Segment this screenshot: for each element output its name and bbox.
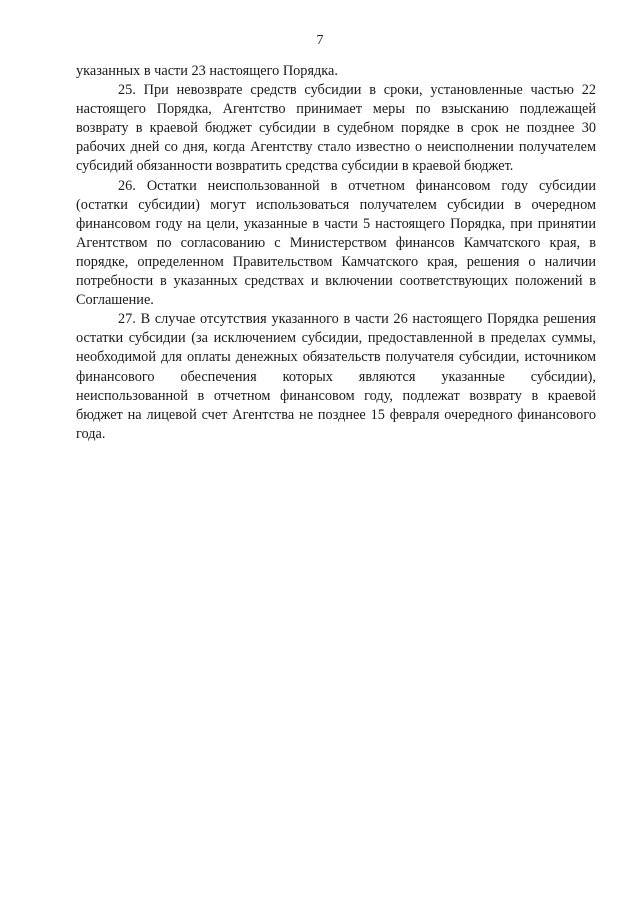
- paragraph-25: 25. При невозврате средств субсидии в сроки, установленные частью 22 настоящего Порядка, Агентство принимает меры по взысканию подлежащей возврату в краевой бюджет субсидии в судебном порядке в срок не позднее 30 рабочих дней со дня, когда Агентству стало известно о неисполнении получателем субсидий обязанности возвратить средства субсидии в краевой бюджет.: [76, 82, 596, 175]
- document-body: [76, 62, 596, 444]
- paragraph-continuation: указанных в части 23 настоящего Порядка.: [76, 63, 338, 79]
- paragraph-26: 26. Остатки неиспользованной в отчетном финансовом году субсидии (остатки субсидии) могут использоваться получателем субсидии в очередном финансовом году на цели, указанные в части 5 настоящего Порядка, при принятии Агентством по согласованию с Министерством финансов Камчатского края, в порядке, определенном Правительством Камчатского края, решения о наличии потребности в указанных средствах и включении соответствующих положений в Соглашение.: [76, 177, 596, 309]
- paragraph-27: 27. В случае отсутствия указанного в части 26 настоящего Порядка решения остатки субсидии (за исключением субсидии, предоставленной в пределах суммы, необходимой для оплаты денежных обязательств получателя субсидии, источником финансового обеспечения которых являются указанные субсидии), неиспользованной в отчетном финансовом году, подлежат возврату в краевой бюджет на лицевой счет Агентства не позднее 15 февраля очередного финансового года.: [76, 311, 596, 442]
- page-number: 7: [316, 33, 324, 48]
